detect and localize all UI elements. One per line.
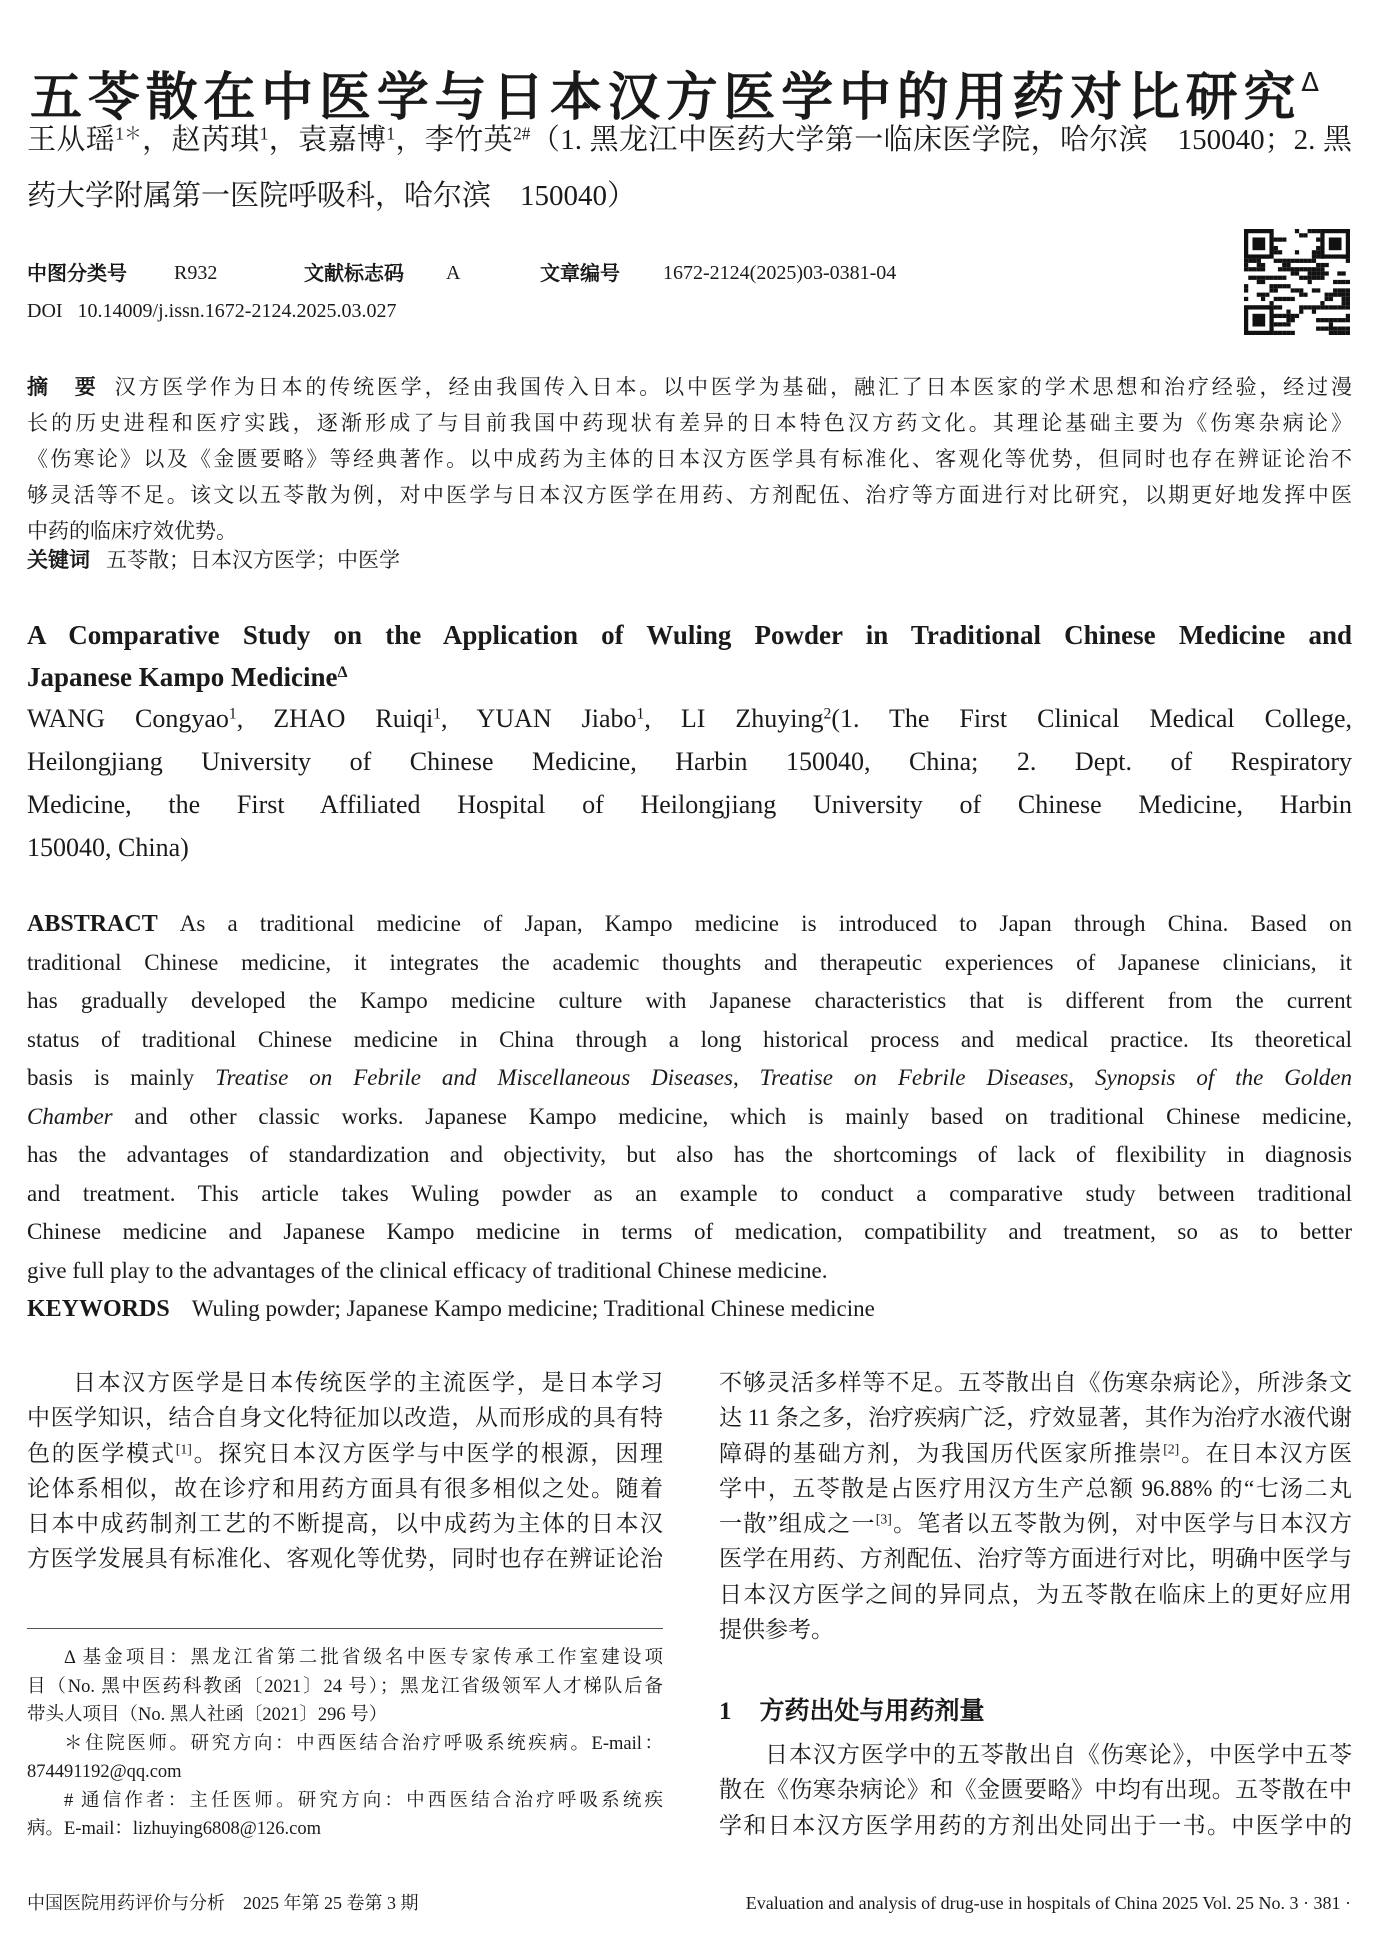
text-line <box>27 1252 1352 1291</box>
italic-title: Chamber <box>27 1103 113 1129</box>
text-line <box>27 1730 663 1759</box>
superscript: 2 <box>823 705 832 723</box>
text-line <box>27 1758 663 1787</box>
text-line <box>27 1365 663 1400</box>
text-segment: ，袁嘉博 <box>268 124 387 156</box>
text-line <box>27 656 1352 698</box>
text-line <box>27 1436 663 1471</box>
abstract-label: ABSTRACT <box>27 911 158 937</box>
text-segment: 长的历史进程和医疗实践，逐渐形成了与目前我国中药现状有差异的日本特色汉方药文化。其理论基础主要为《伤寒杂病论》 <box>27 411 1352 435</box>
text-line <box>27 1673 663 1702</box>
text-segment: Chinese medicine and Japanese Kampo medicine in terms of medication, compatibility and treatment, so as to better <box>27 1219 1352 1244</box>
superscript: 1 <box>636 705 645 723</box>
doi <box>27 296 396 326</box>
text-line <box>27 1541 663 1576</box>
text-line <box>719 1612 1352 1647</box>
body-left-column <box>27 1365 663 1577</box>
text-segment: 药大学附属第一医院呼吸科，哈尔滨 150040） <box>27 180 637 212</box>
text-segment: 日本中成药制剂工艺的不断提高，以中成药为主体的日本汉 <box>27 1511 663 1537</box>
text-segment: and treatment. This article takes Wuling powder as an example to conduct a comparative study between traditional <box>27 1180 1352 1206</box>
english-abstract <box>27 905 1352 1290</box>
text-segment: As a traditional medicine of Japan, Kampo medicine is introduced to Japan through China. Based on <box>179 911 1352 936</box>
text-segment: A Comparative Study on the Application of Wuling Powder in Traditional Chinese Medicine and <box>27 620 1352 650</box>
text-segment: Japanese Kampo Medicine <box>27 662 338 692</box>
text-line <box>27 1701 663 1730</box>
text-segment: has gradually developed the Kampo medicine culture with Japanese characteristics that is different from the current <box>27 988 1352 1013</box>
text-line <box>27 1059 1352 1098</box>
text-segment: 王从瑶 <box>27 124 116 156</box>
keywords-text: Wuling powder; Japanese Kampo medicine; Traditional Chinese medicine <box>191 1296 875 1321</box>
footnote-divider <box>27 1628 663 1629</box>
text-segment: 150040, China) <box>27 833 189 862</box>
text-segment: 一散”组成之一 <box>719 1511 876 1537</box>
text-line <box>719 1772 1352 1807</box>
text-segment: , <box>732 1065 760 1090</box>
text-line <box>27 441 1352 477</box>
text-segment: # 通信作者：主任医师。研究方向：中西医结合治疗呼吸系统疾 <box>64 1790 663 1811</box>
text-line <box>719 1471 1352 1506</box>
text-segment: 障碍的基础方剂，为我国历代医家所推崇 <box>719 1440 1164 1466</box>
text-line <box>719 1737 1352 1772</box>
text-segment: 方医学发展具有标准化、客观化等优势，同时也存在辨证论治 <box>27 1546 663 1572</box>
section-title: 方药出处与用药剂量 <box>759 1696 985 1725</box>
text-segment: , YUAN Jiabo <box>441 704 637 733</box>
text-segment: (1. The First Clinical Medical College, <box>831 704 1352 733</box>
text-segment: 中医学知识，结合自身文化特征加以改造，从而形成的具有特 <box>27 1405 663 1431</box>
doi-label: DOI <box>27 300 63 322</box>
text-line <box>27 982 1352 1021</box>
superscript: 1 <box>259 123 269 144</box>
text-segment: status of traditional Chinese medicine in China through a long historical process and medical practice. Its theoretical <box>27 1026 1352 1052</box>
classification-meta <box>27 258 1227 288</box>
text-line <box>27 1175 1352 1214</box>
text-line <box>27 1471 663 1506</box>
text-segment: 学和日本汉方医学用药的方剂出处同出于一书。中医学中的 <box>719 1812 1352 1838</box>
text-line <box>719 1541 1352 1576</box>
text-segment: 。探究日本汉方医学与中医学的根源，因理 <box>191 1440 663 1466</box>
text-line <box>27 1506 663 1541</box>
text-line <box>27 112 1352 168</box>
text-line <box>27 1136 1352 1175</box>
superscript: Δ <box>337 664 348 682</box>
footnotes <box>27 1644 663 1844</box>
superscript: 1 <box>228 705 237 723</box>
text-segment: has the advantages of standardization and objectivity, but also has the shortcomings of lack of flexibility in diagnosis <box>27 1142 1352 1167</box>
text-segment: basis is mainly <box>27 1065 216 1090</box>
text-line <box>27 168 1352 224</box>
clc-label: 中图分类号 <box>27 261 127 285</box>
section-heading <box>719 1690 985 1732</box>
text-segment: 874491192@qq.com <box>27 1762 182 1782</box>
text-segment: , LI Zhuying <box>644 704 824 733</box>
qr-code-icon <box>1244 229 1350 335</box>
text-line <box>27 1400 663 1435</box>
text-line <box>719 1400 1352 1435</box>
journal-footer: 中国医院用药评价与分析 2025 年第 25 卷第 3 期 <box>27 1893 419 1913</box>
italic-title: Treatise on Febrile and Miscellaneous Diseases <box>215 1065 733 1090</box>
text-segment: 色的医学模式 <box>27 1440 176 1466</box>
chinese-authors-affiliations <box>27 112 1352 224</box>
journal-footer-english: Evaluation and analysis of drug-use in hospitals of China 2025 Vol. 25 No. 3 · 381 · <box>745 1893 1351 1913</box>
title-text: 五苓散在中医学与日本汉方医学中的用药对比研究 <box>30 67 1302 128</box>
superscript: [1] <box>175 1441 192 1457</box>
text-line <box>27 697 1352 740</box>
text-line <box>719 1506 1352 1541</box>
chinese-abstract <box>27 369 1352 549</box>
superscript: 1 <box>386 123 396 144</box>
text-segment: 。在日本汉方医 <box>1179 1440 1352 1466</box>
text-segment: 目（No. 黑中医药科教函〔2021〕24 号）；黑龙江省级领军人才梯队后备 <box>27 1676 663 1697</box>
text-segment: and other classic works. Japanese Kampo medicine, which is mainly based on traditional Chinese medicine, <box>112 1103 1352 1129</box>
text-segment: Heilongjiang University of Chinese Medicine, Harbin 150040, China; 2. Dept. of Respiratory <box>27 747 1352 776</box>
text-segment: 散在《伤寒杂病论》和《金匮要略》中均有出现。五苓散在中 <box>719 1777 1352 1803</box>
italic-title: Treatise on Febrile Diseases <box>759 1065 1069 1090</box>
text-line <box>27 1787 663 1816</box>
text-line <box>27 740 1352 783</box>
italic-title: Synopsis of the Golden <box>1094 1065 1352 1090</box>
section-number: 1 <box>719 1698 732 1725</box>
text-line <box>27 1644 663 1673</box>
text-segment: Medicine, the First Affiliated Hospital of Heilongjiang University of Chinese Medicine, Harbin <box>27 790 1352 819</box>
text-segment: 医学在用药、方剂配伍、治疗等方面进行对比，明确中医学与 <box>719 1546 1352 1572</box>
abstract-label: 摘 要 <box>27 375 99 399</box>
text-segment: traditional Chinese medicine, it integrates the academic thoughts and therapeutic experiences of Japanese clinicians, it <box>27 949 1352 975</box>
section-1-body <box>719 1737 1352 1843</box>
text-line <box>27 477 1352 513</box>
english-title <box>27 614 1352 698</box>
doc-code-label: 文献标志码 <box>304 261 404 285</box>
text-segment: 学中，五苓散是占医疗用汉方生产总额 96.88% 的“七汤二丸 <box>719 1475 1352 1501</box>
text-segment: 《伤寒论》以及《金匮要略》等经典著作。以中成药为主体的日本汉方医学具有标准化、客观化等优势，但同时也存在辨证论治不 <box>27 447 1352 471</box>
text-line <box>27 1021 1352 1060</box>
keywords-label: KEYWORDS <box>27 1296 170 1322</box>
text-segment: 病。E-mail：lizhuying6808@126.com <box>27 1819 321 1839</box>
text-line <box>27 614 1352 656</box>
text-line <box>719 1436 1352 1471</box>
text-line <box>719 1365 1352 1400</box>
english-authors-affiliations <box>27 697 1352 869</box>
keywords-text: 五苓散；日本汉方医学；中医学 <box>106 548 400 572</box>
body-right-column <box>719 1365 1352 1647</box>
text-line <box>27 826 1352 869</box>
superscript: 1 <box>433 705 441 723</box>
superscript: [3] <box>875 1511 892 1527</box>
article-number-label: 文章编号 <box>540 261 620 285</box>
text-segment: WANG Congyao <box>27 704 229 733</box>
text-line <box>27 1213 1352 1252</box>
keywords-label: 关键词 <box>27 548 90 572</box>
text-line <box>719 1577 1352 1612</box>
superscript: [2] <box>1163 1441 1180 1457</box>
text-segment: give full play to the advantages of the clinical efficacy of traditional Chinese medicine. <box>27 1257 828 1283</box>
text-segment: , ZHAO Ruiqi <box>236 704 434 733</box>
text-segment: 中药的临床疗效优势。 <box>27 519 237 543</box>
text-segment: 。笔者以五苓散为例，对中医学与日本汉方 <box>891 1511 1352 1537</box>
text-segment: Δ 基金项目：黑龙江省第二批省级名中医专家传承工作室建设项 <box>64 1648 663 1668</box>
doc-code-value: A <box>446 262 461 284</box>
text-line <box>27 1815 663 1844</box>
text-segment: 日本汉方医学中的五苓散出自《伤寒论》，中医学中五苓 <box>765 1742 1352 1767</box>
text-segment: 汉方医学作为日本的传统医学，经由我国传入日本。以中医学为基础，融汇了日本医家的学术思想和治疗经验，经过漫 <box>114 375 1352 399</box>
text-segment: ，赵芮琪 <box>142 124 260 156</box>
chinese-keywords <box>27 542 400 578</box>
text-segment: 日本汉方医学是日本传统医学的主流医学，是日本学习 <box>73 1370 663 1395</box>
text-segment: ＊住院医师。研究方向：中西医结合治疗呼吸系统疾病。E-mail： <box>64 1733 663 1754</box>
superscript: 2# <box>513 123 531 144</box>
text-segment: 论体系相似，故在诊疗和用药方面具有很多相似之处。随着 <box>27 1475 663 1501</box>
text-line <box>27 905 1352 944</box>
title-fund-mark: Δ <box>1301 67 1320 98</box>
text-line <box>27 783 1352 826</box>
superscript: 1＊ <box>115 123 143 144</box>
text-segment: （1. 黑龙江中医药大学第一临床医学院，哈尔滨 150040；2. 黑 <box>530 124 1352 156</box>
clc-value: R932 <box>174 262 218 284</box>
text-segment: 达 11 条之多，治疗疾病广泛，疗效显著，其作为治疗水液代谢 <box>719 1405 1352 1431</box>
text-segment: 带头人项目（No. 黑人社函〔2021〕296 号） <box>27 1705 388 1725</box>
text-line <box>27 369 1352 405</box>
text-segment: ，李竹英 <box>395 124 514 156</box>
text-line <box>27 405 1352 441</box>
text-segment: 日本汉方医学之间的异同点，为五苓散在临床上的更好应用 <box>719 1581 1352 1607</box>
text-segment: , <box>1068 1065 1095 1090</box>
text-line <box>27 944 1352 983</box>
text-line <box>27 1098 1352 1137</box>
text-line <box>719 1808 1352 1843</box>
text-segment: 提供参考。 <box>719 1617 834 1643</box>
english-keywords <box>27 1290 875 1328</box>
text-segment: 够灵活等不足。该文以五苓散为例，对中医学与日本汉方医学在用药、方剂配伍、治疗等方面进行对比研究，以期更好地发挥中医 <box>27 483 1352 507</box>
article-number-value: 1672-2124(2025)03-0381-04 <box>663 262 897 284</box>
doi-value: 10.14009/j.issn.1672-2124.2025.03.027 <box>77 300 397 322</box>
text-segment: 不够灵活多样等不足。五苓散出自《伤寒杂病论》，所涉条文 <box>719 1370 1352 1395</box>
